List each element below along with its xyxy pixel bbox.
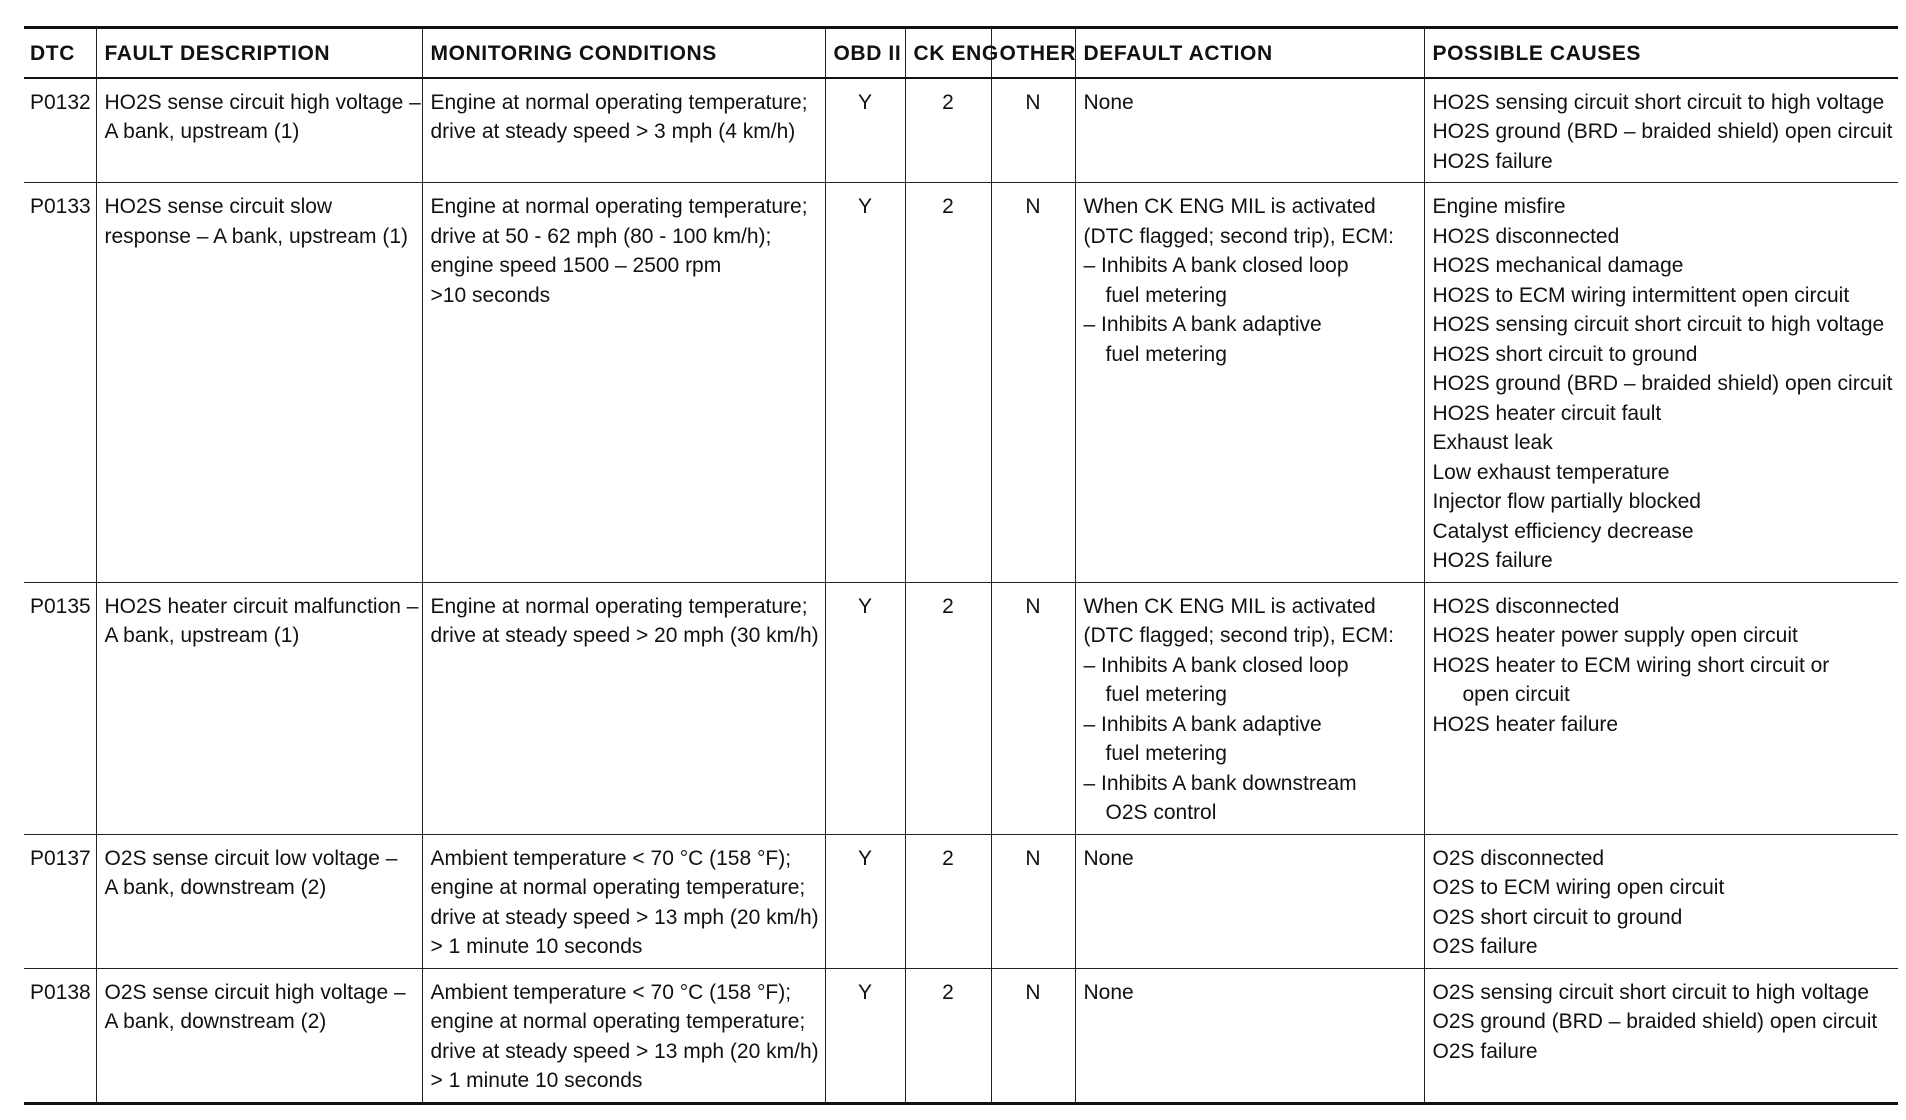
possible-cause: O2S ground (BRD – braided shield) open circuit	[1432, 1010, 1878, 1033]
other-value: N	[1025, 594, 1041, 618]
monitoring-conditions-cell	[422, 968, 825, 1103]
default-action-line: None	[1083, 846, 1134, 870]
ck-eng-cell	[905, 968, 991, 1103]
other-value: N	[1025, 195, 1041, 218]
possible-cause: HO2S disconnected	[1432, 594, 1620, 618]
table-row	[24, 834, 1898, 968]
dtc-table-body	[24, 78, 1898, 1104]
monitoring-condition-line: Ambient temperature < 70 °C (158 °F);	[430, 980, 792, 1004]
possible-cause: HO2S failure	[1432, 549, 1553, 572]
monitoring-condition-line: > 1 minute 10 seconds	[430, 1069, 643, 1092]
table-row	[24, 78, 1898, 183]
default-action-item: – Inhibits A bank closed loop	[1083, 653, 1349, 677]
fault-description-cell	[96, 968, 422, 1103]
ck-eng-value: 2	[942, 594, 954, 618]
possible-causes-cell	[1424, 183, 1898, 583]
fault-description-line: response – A bank, upstream (1)	[104, 224, 409, 248]
default-action-cell	[1075, 834, 1424, 968]
monitoring-condition-line: drive at steady speed > 20 mph (30 km/h)	[430, 624, 819, 647]
possible-cause: O2S disconnected	[1432, 846, 1605, 870]
possible-cause: O2S short circuit to ground	[1432, 905, 1683, 929]
dtc-code: P0135	[30, 594, 91, 618]
dtc-code-cell	[24, 834, 96, 968]
possible-cause: HO2S heater failure	[1432, 712, 1619, 736]
ck-eng-value: 2	[942, 90, 954, 114]
possible-cause: HO2S sensing circuit short circuit to high voltage	[1432, 313, 1885, 336]
possible-cause: HO2S mechanical damage	[1432, 254, 1684, 277]
monitoring-condition-line: Ambient temperature < 70 °C (158 °F);	[430, 846, 792, 870]
monitoring-condition-line: drive at steady speed > 3 mph (4 km/h)	[430, 120, 796, 143]
header-obd2: OBD II	[825, 28, 905, 78]
possible-cause: Engine misfire	[1432, 195, 1566, 218]
fault-description-line: A bank, upstream (1)	[104, 624, 300, 647]
possible-causes-cell	[1424, 582, 1898, 834]
dtc-code: P0137	[30, 846, 91, 870]
header-default-action: DEFAULT ACTION	[1075, 28, 1424, 78]
default-action-item-cont: O2S control	[1105, 801, 1217, 824]
obd2-value: Y	[857, 90, 872, 114]
ck-eng-cell	[905, 834, 991, 968]
monitoring-conditions-cell	[422, 834, 825, 968]
fault-description-line: O2S sense circuit high voltage –	[104, 980, 406, 1004]
default-action-line: (DTC flagged; second trip), ECM:	[1083, 624, 1394, 647]
default-action-line: None	[1083, 90, 1134, 114]
obd2-cell	[825, 183, 905, 583]
other-cell	[991, 834, 1075, 968]
default-action-cell	[1075, 968, 1424, 1103]
ck-eng-value: 2	[942, 846, 954, 870]
default-action-cell	[1075, 78, 1424, 183]
other-cell	[991, 582, 1075, 834]
monitoring-condition-line: > 1 minute 10 seconds	[430, 935, 643, 958]
possible-cause-cont: open circuit	[1462, 683, 1570, 706]
ck-eng-cell	[905, 78, 991, 183]
fault-description-line: HO2S sense circuit high voltage –	[104, 90, 421, 114]
obd2-cell	[825, 78, 905, 183]
possible-cause: HO2S heater power supply open circuit	[1432, 624, 1798, 647]
other-value: N	[1025, 980, 1041, 1004]
possible-cause: O2S to ECM wiring open circuit	[1432, 876, 1725, 899]
monitoring-conditions-cell	[422, 78, 825, 183]
ck-eng-value: 2	[942, 980, 954, 1004]
possible-cause: HO2S ground (BRD – braided shield) open circuit	[1432, 372, 1893, 395]
ck-eng-value: 2	[942, 195, 954, 218]
monitoring-condition-line: Engine at normal operating temperature;	[430, 90, 808, 114]
obd2-value: Y	[857, 594, 872, 618]
possible-cause: HO2S to ECM wiring intermittent open circuit	[1432, 283, 1850, 307]
possible-cause: HO2S sensing circuit short circuit to high voltage	[1432, 90, 1885, 114]
header-monitoring-conditions: MONITORING CONDITIONS	[422, 28, 825, 78]
default-action-item: – Inhibits A bank downstream	[1083, 771, 1357, 795]
dtc-code-cell	[24, 78, 96, 183]
other-cell	[991, 78, 1075, 183]
monitoring-condition-line: drive at steady speed > 13 mph (20 km/h)	[430, 905, 819, 929]
default-action-line: When CK ENG MIL is activated	[1083, 594, 1376, 618]
fault-description-line: O2S sense circuit low voltage –	[104, 846, 398, 870]
dtc-code: P0138	[30, 980, 91, 1004]
fault-description-cell	[96, 78, 422, 183]
fault-description-line: A bank, downstream (2)	[104, 876, 327, 899]
default-action-item-cont: fuel metering	[1105, 683, 1227, 706]
monitoring-conditions-cell	[422, 183, 825, 583]
table-row	[24, 183, 1898, 583]
dtc-fault-table	[24, 26, 1898, 1105]
possible-cause: O2S sensing circuit short circuit to high voltage	[1432, 980, 1870, 1004]
possible-cause: Injector flow partially blocked	[1432, 490, 1701, 513]
default-action-item-cont: fuel metering	[1105, 283, 1227, 307]
ck-eng-cell	[905, 183, 991, 583]
monitoring-condition-line: drive at 50 - 62 mph (80 - 100 km/h);	[430, 224, 772, 248]
monitoring-condition-line: engine at normal operating temperature;	[430, 876, 806, 899]
possible-cause: Low exhaust temperature	[1432, 460, 1670, 484]
fault-description-cell	[96, 834, 422, 968]
default-action-line: (DTC flagged; second trip), ECM:	[1083, 224, 1394, 248]
default-action-cell	[1075, 183, 1424, 583]
dtc-code-cell	[24, 968, 96, 1103]
fault-description-line: A bank, downstream (2)	[104, 1010, 327, 1033]
table-row	[24, 968, 1898, 1103]
possible-cause: HO2S short circuit to ground	[1432, 342, 1698, 366]
possible-cause: HO2S heater circuit fault	[1432, 401, 1662, 425]
default-action-item: – Inhibits A bank closed loop	[1083, 254, 1349, 277]
obd2-value: Y	[857, 980, 872, 1004]
fault-description-line: HO2S heater circuit malfunction –	[104, 594, 419, 618]
monitoring-condition-line: engine at normal operating temperature;	[430, 1010, 806, 1033]
default-action-item: – Inhibits A bank adaptive	[1083, 313, 1322, 336]
possible-cause: HO2S failure	[1432, 149, 1553, 173]
other-value: N	[1025, 846, 1041, 870]
possible-causes-cell	[1424, 834, 1898, 968]
fault-description-line: A bank, upstream (1)	[104, 120, 300, 143]
monitoring-condition-line: drive at steady speed > 13 mph (20 km/h)	[430, 1039, 819, 1063]
other-cell	[991, 183, 1075, 583]
possible-cause: Catalyst efficiency decrease	[1432, 519, 1694, 543]
dtc-code: P0132	[30, 90, 91, 114]
obd2-value: Y	[857, 195, 872, 218]
default-action-cell	[1075, 582, 1424, 834]
possible-causes-cell	[1424, 968, 1898, 1103]
obd2-cell	[825, 582, 905, 834]
possible-cause: HO2S heater to ECM wiring short circuit or	[1432, 653, 1830, 677]
monitoring-condition-line: >10 seconds	[430, 283, 551, 307]
monitoring-condition-line: Engine at normal operating temperature;	[430, 195, 808, 218]
header-dtc: DTC	[24, 28, 96, 78]
monitoring-conditions-cell	[422, 582, 825, 834]
default-action-item: – Inhibits A bank adaptive	[1083, 712, 1322, 736]
monitoring-condition-line: engine speed 1500 – 2500 rpm	[430, 254, 722, 277]
possible-cause: O2S failure	[1432, 935, 1538, 958]
monitoring-condition-line: Engine at normal operating temperature;	[430, 594, 808, 618]
ck-eng-cell	[905, 582, 991, 834]
default-action-item-cont: fuel metering	[1105, 342, 1227, 366]
obd2-cell	[825, 834, 905, 968]
default-action-line: When CK ENG MIL is activated	[1083, 195, 1376, 218]
dtc-code-cell	[24, 582, 96, 834]
fault-description-cell	[96, 582, 422, 834]
obd2-cell	[825, 968, 905, 1103]
default-action-line: None	[1083, 980, 1134, 1004]
dtc-code: P0133	[30, 195, 91, 218]
possible-cause: HO2S ground (BRD – braided shield) open circuit	[1432, 120, 1893, 143]
dtc-table-page	[24, 26, 1898, 1105]
header-row	[24, 28, 1898, 78]
header-ck-eng: CK ENG	[905, 28, 991, 78]
obd2-value: Y	[857, 846, 872, 870]
table-row	[24, 582, 1898, 834]
header-fault-description: FAULT DESCRIPTION	[96, 28, 422, 78]
fault-description-line: HO2S sense circuit slow	[104, 195, 333, 218]
default-action-item-cont: fuel metering	[1105, 742, 1227, 765]
header-possible-causes: POSSIBLE CAUSES	[1424, 28, 1898, 78]
fault-description-cell	[96, 183, 422, 583]
dtc-code-cell	[24, 183, 96, 583]
possible-causes-cell	[1424, 78, 1898, 183]
other-cell	[991, 968, 1075, 1103]
possible-cause: O2S failure	[1432, 1039, 1538, 1063]
possible-cause: HO2S disconnected	[1432, 224, 1620, 248]
header-other: OTHER	[991, 28, 1075, 78]
other-value: N	[1025, 90, 1041, 114]
possible-cause: Exhaust leak	[1432, 431, 1553, 454]
